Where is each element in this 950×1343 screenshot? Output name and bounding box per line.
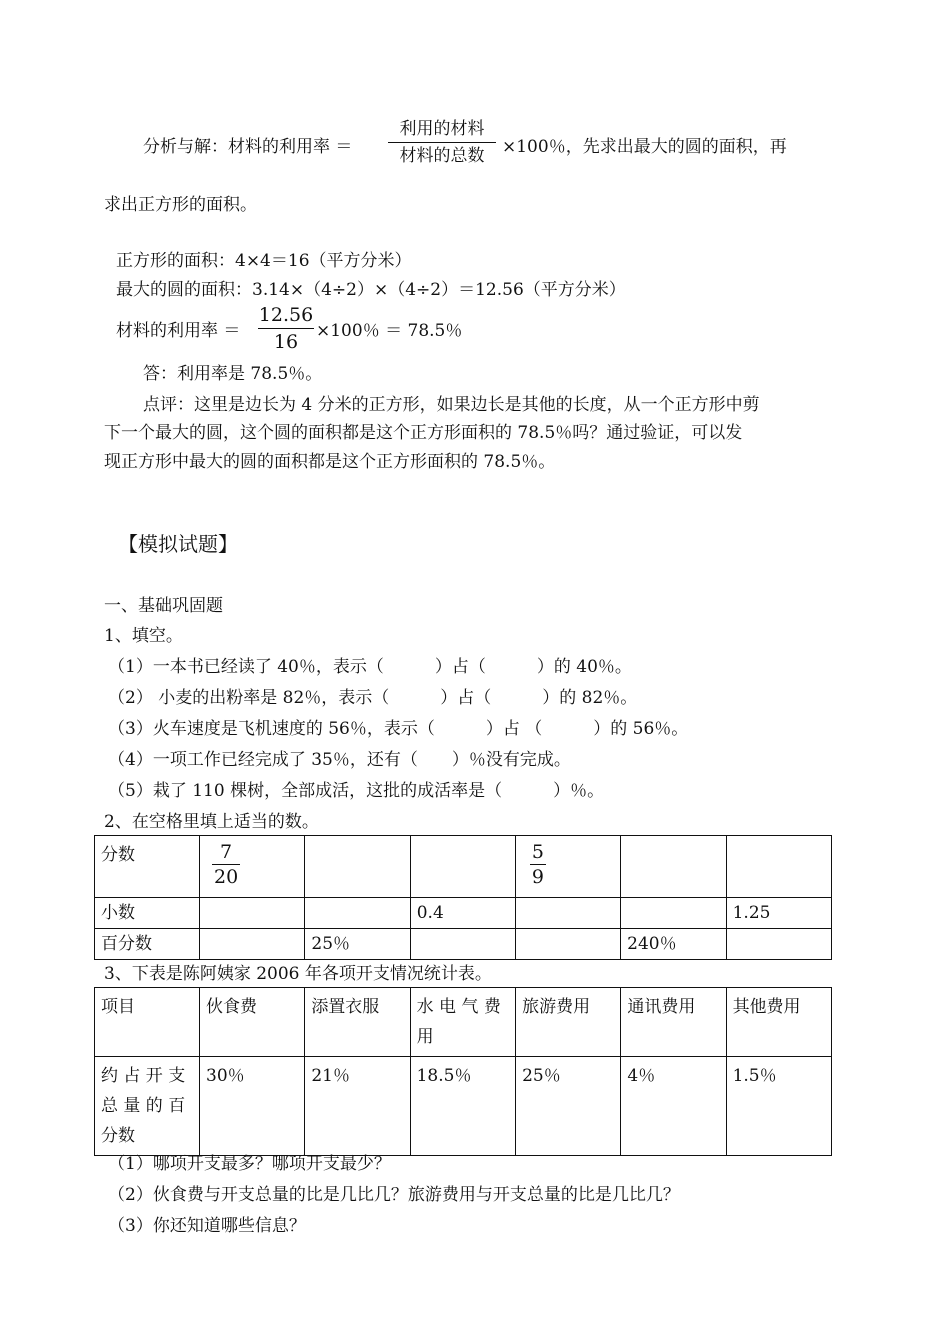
comment-line-3: 现正方形中最大的圆的面积都是这个正方形面积的 78.5％。 bbox=[104, 452, 556, 472]
table-cell: 25％ bbox=[516, 1057, 621, 1156]
table-cell bbox=[515, 929, 620, 960]
row-label: 约 占 开 支 总 量 的 百 分数 bbox=[95, 1057, 200, 1156]
header-cell: 通讯费用 bbox=[621, 988, 726, 1057]
cell-fraction-numerator: 7 bbox=[220, 841, 233, 863]
q1-item: （4）一项工作已经完成了 35％，还有（ ）％没有完成。 bbox=[108, 750, 571, 770]
comment-line-1: 点评：这里是边长为 4 分米的正方形，如果边长是其他的长度，从一个正方形中剪 bbox=[143, 395, 760, 415]
table-cell: 0.4 bbox=[410, 898, 515, 929]
fraction-numerator: 利用的材料 bbox=[399, 119, 485, 139]
header-cell: 伙食费 bbox=[200, 988, 305, 1057]
table-header-row bbox=[95, 988, 832, 1057]
header-cell: 添置衣服 bbox=[305, 988, 410, 1057]
comment-line-2: 下一个最大的圆，这个圆的面积都是这个正方形面积的 78.5％吗？通过验证，可以发 bbox=[104, 423, 743, 443]
table-cell: 4％ bbox=[621, 1057, 726, 1156]
row-label: 分数 bbox=[95, 836, 200, 898]
table-cell: 1.25 bbox=[726, 898, 831, 929]
table-cell bbox=[621, 898, 726, 929]
rate-numerator: 12.56 bbox=[258, 304, 314, 326]
q3-question: （3）你还知道哪些信息？ bbox=[108, 1216, 306, 1236]
cell-fraction-denominator: 9 bbox=[531, 866, 544, 888]
analysis-formula-suffix: ×100％，先求出最大的圆的面积，再 bbox=[502, 137, 787, 157]
q3-question: （1）哪项开支最多？哪项开支最少？ bbox=[108, 1154, 391, 1174]
table-cell bbox=[515, 836, 620, 898]
circle-area-line: 最大的圆的面积：3.14×（4÷2）×（4÷2）＝12.56（平方分米） bbox=[116, 280, 626, 300]
table-cell: 18.5％ bbox=[410, 1057, 516, 1156]
section-title: 【模拟试题】 bbox=[118, 532, 238, 556]
q1-item: （1）一本书已经读了 40％，表示（ ）占（ ）的 40％。 bbox=[108, 657, 632, 677]
table-cell bbox=[305, 898, 410, 929]
table-cell: 21％ bbox=[305, 1057, 410, 1156]
fraction-denominator: 材料的总数 bbox=[399, 146, 485, 166]
analysis-formula-fraction bbox=[388, 116, 496, 169]
table-row-percent bbox=[95, 929, 832, 960]
conversion-table bbox=[94, 835, 832, 960]
row-label: 小数 bbox=[95, 898, 200, 929]
rate-fraction bbox=[258, 302, 314, 355]
table-row bbox=[95, 1057, 832, 1156]
rate-suffix: ×100％ ＝ 78.5％ bbox=[316, 321, 463, 341]
rate-prefix: 材料的利用率 ＝ bbox=[116, 321, 241, 341]
q3-title: 3、下表是陈阿姨家 2006 年各项开支情况统计表。 bbox=[104, 964, 492, 984]
table-cell bbox=[410, 929, 515, 960]
table-cell: 240％ bbox=[621, 929, 726, 960]
q2-title: 2、在空格里填上适当的数。 bbox=[104, 812, 319, 832]
answer-line: 答：利用率是 78.5％。 bbox=[143, 364, 323, 384]
rate-denominator: 16 bbox=[273, 331, 299, 353]
table-cell bbox=[200, 929, 305, 960]
q1-item: （5）栽了 110 棵树，全部成活，这批的成活率是（ ）％。 bbox=[108, 781, 605, 801]
table-cell bbox=[621, 836, 726, 898]
analysis-line-2: 求出正方形的面积。 bbox=[104, 195, 257, 215]
table-cell bbox=[726, 836, 831, 898]
q1-item: （2） 小麦的出粉率是 82％，表示（ ）占（ ）的 82％。 bbox=[108, 688, 638, 708]
header-cell: 其他费用 bbox=[726, 988, 831, 1057]
q3-question: （2）伙食费与开支总量的比是几比几？旅游费用与开支总量的比是几比几？ bbox=[108, 1185, 680, 1205]
row-label: 百分数 bbox=[95, 929, 200, 960]
square-area-line: 正方形的面积：4×4＝16（平方分米） bbox=[116, 251, 412, 271]
q1-item: （3）火车速度是飞机速度的 56％，表示（ ）占 （ ）的 56％。 bbox=[108, 719, 689, 739]
table-cell: 30％ bbox=[200, 1057, 305, 1156]
analysis-formula-prefix: 分析与解：材料的利用率 ＝ bbox=[143, 137, 353, 157]
header-label: 项目 bbox=[95, 988, 200, 1057]
table-row-fraction bbox=[95, 836, 832, 898]
q1-title: 1、填空。 bbox=[104, 626, 183, 646]
header-cell: 旅游费用 bbox=[516, 988, 621, 1057]
table-row-decimal bbox=[95, 898, 832, 929]
cell-fraction-numerator: 5 bbox=[531, 841, 544, 863]
table-cell bbox=[515, 898, 620, 929]
table-cell: 25％ bbox=[305, 929, 410, 960]
table-cell bbox=[305, 836, 410, 898]
expense-table bbox=[94, 987, 832, 1156]
cell-fraction-denominator: 20 bbox=[214, 866, 239, 888]
table-cell: 1.5％ bbox=[726, 1057, 831, 1156]
cell-fraction bbox=[530, 840, 546, 889]
table-cell bbox=[410, 836, 515, 898]
table-cell bbox=[200, 898, 305, 929]
header-cell: 水 电 气 费用 bbox=[410, 988, 516, 1057]
part1-title: 一、基础巩固题 bbox=[104, 596, 223, 616]
cell-fraction bbox=[212, 840, 240, 889]
table-cell bbox=[200, 836, 305, 898]
table-cell bbox=[726, 929, 831, 960]
